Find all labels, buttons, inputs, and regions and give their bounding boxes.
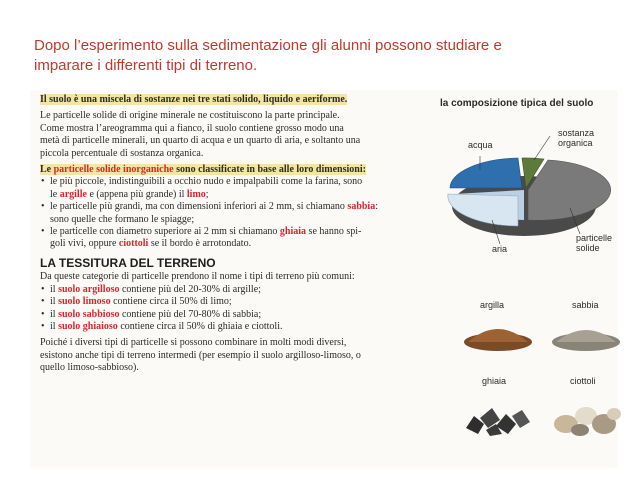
textbook-page: [30, 90, 618, 468]
soil-label-sabbia: sabbia: [572, 300, 599, 310]
soil-type-list: [40, 284, 435, 334]
pie-label-sostanza-2: organica: [558, 138, 593, 148]
slide-header: [34, 36, 614, 76]
b2-end: :: [375, 201, 378, 213]
final-line-3: quello limoso-sabbioso).: [40, 362, 139, 374]
t1-rest: contiene più del 20-30% di argille;: [119, 283, 261, 295]
t2-rest: contiene circa il 50% di limo;: [110, 296, 232, 308]
intro-heading-text: Il suolo è una miscela di sostanze nei tre stati solido, liquido e aeriforme.: [40, 94, 348, 105]
para1-line-3: metà di particelle minerali, un quarto di acqua e un quarto di aria, e soltanto una: [40, 135, 361, 147]
classification-heading: [40, 164, 435, 176]
soil-label-argilla: argilla: [480, 300, 505, 310]
article: il: [50, 283, 59, 295]
term-ghiaia: ghiaia: [279, 226, 307, 238]
pie-slice-solids: [528, 160, 611, 220]
section-title: LA TESSITURA DEL TERRENO: [40, 255, 216, 270]
term-suolo-ghiaioso: suolo ghiaioso: [58, 320, 118, 332]
para1-line-1: Le particelle solide di origine minerale ne costituiscono la parte principale.: [40, 110, 340, 122]
t4-rest: contiene circa il 50% di ghiaia e ciottoli.: [117, 320, 283, 332]
b2-line-2: sono quelle che formano le spiagge;: [50, 213, 195, 225]
soil-type-sabbioso: [50, 309, 435, 321]
b1-line-1: le più piccole, indistinguibili a occhio nudo e impalpabili come la farina, sono: [50, 176, 363, 188]
article: il: [50, 320, 59, 332]
header-line-2: imparare i differenti tipi di terreno.: [34, 57, 258, 74]
para1-line-4: piccola percentuale di sostanza organica.: [40, 147, 204, 159]
pie-label-particelle: [576, 233, 612, 253]
particle-list: [40, 176, 435, 250]
article: il: [50, 296, 59, 308]
soil-type-limoso: [50, 296, 435, 308]
list-item-argille: [50, 176, 435, 201]
pie-label-particelle-1: particelle: [576, 233, 613, 243]
term-ciottoli: ciottoli: [118, 238, 149, 250]
soil-type-ghiaioso: [50, 321, 435, 333]
pie-title: la composizione tipica del suolo: [440, 98, 594, 109]
tessitura-intro: Da queste categorie di particelle prendono il nome i tipi di terreno più comuni:: [40, 271, 355, 283]
b1-pre: le: [50, 188, 60, 200]
article: il: [50, 308, 59, 320]
class-heading-term: particelle solide inorganiche: [53, 164, 174, 176]
soil-type-argilloso: [50, 284, 435, 296]
soil-label-ghiaia: ghiaia: [482, 376, 507, 386]
term-sabbia: sabbia: [347, 201, 376, 213]
header-line-1: Dopo l’esperimento sulla sedimentazione gli alunni possono studiare e: [34, 37, 502, 54]
list-item-ghiaia: [50, 226, 435, 251]
sample-sabbia: [550, 318, 622, 352]
term-limo: limo: [186, 188, 206, 200]
b1-end: ;: [205, 188, 209, 200]
term-suolo-limoso: suolo limoso: [58, 296, 111, 308]
b1-mid: e (appena più grande) il: [86, 188, 187, 200]
term-suolo-argilloso: suolo argilloso: [58, 283, 120, 295]
final-line-1: Poiché i diversi tipi di particelle si possono combinare in molti modi diversi,: [40, 337, 347, 349]
pie-label-sostanza-1: sostanza: [558, 128, 595, 138]
pie-label-sostanza: [558, 128, 594, 148]
class-heading-pre: Le: [40, 164, 54, 176]
b3-pre: le particelle con diametro superiore ai 2 mm si chiamano: [50, 226, 280, 238]
pie-slice-air: [448, 194, 518, 226]
final-line-2: esistono anche tipi di terreno intermedi (per esempio il suolo argilloso-limoso, o: [40, 349, 361, 361]
sample-ciottoli: [548, 398, 624, 438]
text-column: [40, 94, 435, 375]
class-heading-post: sono classificate in base alle loro dimensioni:: [173, 164, 366, 176]
figure-column: [440, 90, 618, 468]
sample-argilla: [462, 318, 534, 352]
soil-label-ciottoli: ciottoli: [570, 376, 596, 386]
b2-pre: le particelle più grandi, ma con dimensioni inferiori ai 2 mm, si chiamano: [50, 201, 348, 213]
term-suolo-sabbioso: suolo sabbioso: [58, 308, 120, 320]
pie-slice-water: [450, 158, 522, 188]
t3-rest: contiene più del 70-80% di sabbia;: [119, 308, 262, 320]
b3-end-2: se il bordo è arrotondato.: [148, 238, 252, 250]
b3-end: se hanno spi-: [306, 226, 362, 238]
b3-pre-2: goli vivi, oppure: [50, 238, 119, 250]
pie-label-aria: aria: [492, 244, 508, 254]
intro-heading: [40, 94, 435, 106]
pie-label-particelle-2: solide: [576, 243, 600, 253]
sample-ghiaia: [460, 398, 536, 438]
pie-label-acqua: acqua: [468, 140, 493, 150]
list-item-sabbia: [50, 201, 435, 226]
para1-line-2: Come mostra l’areogramma qui a fianco, il suolo contiene grosso modo una: [40, 122, 344, 134]
term-argille: argille: [59, 188, 87, 200]
